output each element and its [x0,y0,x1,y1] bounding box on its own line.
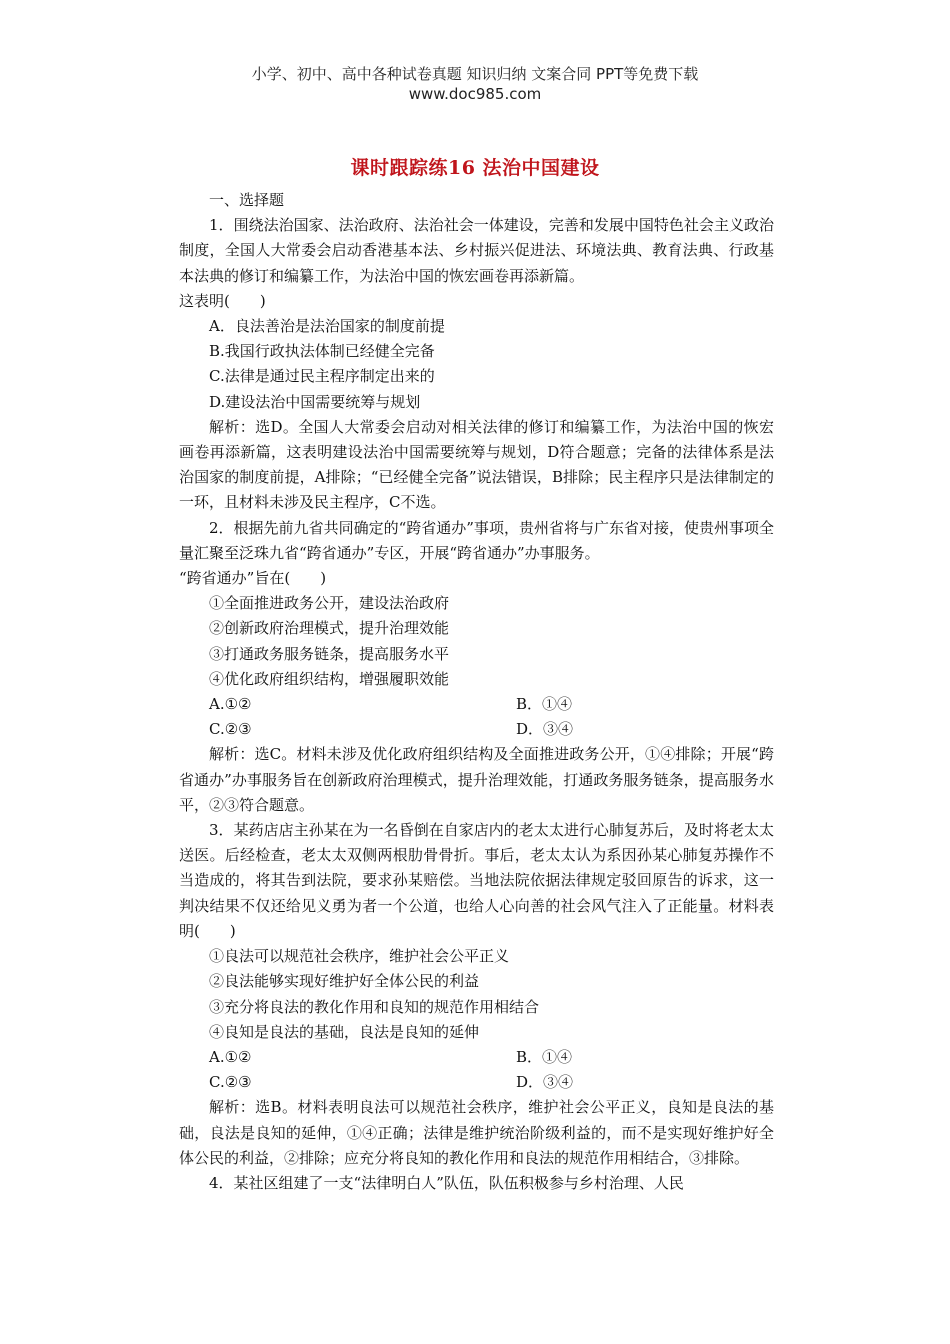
question-1-stem: 1．围绕法治国家、法治政府、法治社会一体建设，完善和发展中国特色社会主义政治制度，全国人大常委会启动香港基本法、乡村振兴促进法、环境法典、教育法典、行政基本法典的修订和编纂工作，为法治中国的恢宏画卷再添新篇。 [179,216,774,285]
question-1-analysis: 解析：选D。全国人大常委会启动对相关法律的修订和编纂工作，为法治中国的恢宏画卷再添新篇，这表明建设法治中国需要统筹与规划，D符合题意；完备的法律体系是法治国家的制度前提，A排除；“已经健全完备”说法错误，B排除；民主程序只是法律制定的一环，且材料未涉及民主程序，C不选。 [179,417,774,512]
question-3-choices-row-1 [179,1045,774,1070]
question-2-choice-c: C.②③ [209,720,252,739]
question-3-choice-c: C.②③ [209,1073,252,1092]
question-3-choice-a: A.①② [209,1047,252,1066]
question-3-choice-b: B．①④ [516,1047,573,1066]
question-1-stem-tail: 这表明( ) [179,291,266,310]
document-body [179,188,774,1196]
page-title: 课时跟踪练16 法治中国建设 [350,157,600,179]
question-1-option-d: D.建设法治中国需要统筹与规划 [209,392,421,411]
question-2-choice-d: D．③④ [516,720,574,739]
question-2-stem-tail: “跨省通办”旨在( ) [179,569,327,588]
question-2-choice-a: A.①② [209,695,252,714]
question-2-item-1: ①全面推进政务公开，建设法治政府 [209,594,450,613]
question-2-item-4: ④优化政府组织结构，增强履职效能 [209,669,450,688]
question-1-option-a: A．良法善治是法治国家的制度前提 [209,317,445,336]
question-3-item-2: ②良法能够实现好维护好全体公民的利益 [209,972,480,991]
question-3-item-4: ④良知是良法的基础，良法是良知的延伸 [209,1022,480,1041]
site-header [0,64,950,104]
question-2-choices-row-2 [179,717,774,742]
question-2-choices-row-1 [179,692,774,717]
question-2-item-2: ②创新政府治理模式，提升治理效能 [209,619,450,638]
header-url[interactable]: www.doc985.com [408,85,542,103]
section-heading: 一、选择题 [209,191,285,209]
question-3-item-1: ①良法可以规范社会秩序，维护社会公平正义 [209,947,510,966]
question-2-item-3: ③打通政务服务链条，提高服务水平 [209,644,450,663]
header-tagline: 小学、初中、高中各种试卷真题 知识归纳 文案合同 PPT等免费下载 [251,65,699,83]
question-2-analysis: 解析：选C。材料未涉及优化政府组织结构及全面推进政务公开，①④排除；开展“跨省通办”办事服务旨在创新政府治理模式，提升治理效能，打通政务服务链条，提高服务水平，②③符合题意。 [179,745,774,814]
question-1-option-c: C.法律是通过民主程序制定出来的 [209,367,435,386]
question-2-choice-b: B．①④ [516,695,573,714]
question-3-item-3: ③充分将良法的教化作用和良知的规范作用相结合 [209,997,540,1016]
question-4-stem: 4．某社区组建了一支“法律明白人”队伍，队伍积极参与乡村治理、人民 [209,1173,684,1192]
question-3-choices-row-2 [179,1070,774,1095]
question-3-stem: 3．某药店店主孙某在为一名昏倒在自家店内的老太太进行心肺复苏后，及时将老太太送医。后经检查，老太太双侧两根肋骨骨折。事后，老太太认为系因孙某心肺复苏操作不当造成的，将其告到法院，要求孙某赔偿。当地法院依据法律规定驳回原告的诉求，这一判决结果不仅还给见义勇为者一个公道，也给人心向善的社会风气注入了正能量。材料表明( ) [179,821,774,940]
question-2-stem: 2．根据先前九省共同确定的“跨省通办”事项，贵州省将与广东省对接，使贵州事项全量汇聚至泛珠九省“跨省通办”专区，开展“跨省通办”办事服务。 [179,518,774,562]
question-3-choice-d: D．③④ [516,1073,574,1092]
question-3-analysis: 解析：选B。材料表明良法可以规范社会秩序，维护社会公平正义，良知是良法的基础，良法是良知的延伸，①④正确；法律是维护统治阶级利益的，而不是实现好维护好全体公民的利益，②排除；应充分将良知的教化作用和良法的规范作用相结合，③排除。 [179,1098,774,1167]
question-1-option-b: B.我国行政执法体制已经健全完备 [209,342,435,361]
